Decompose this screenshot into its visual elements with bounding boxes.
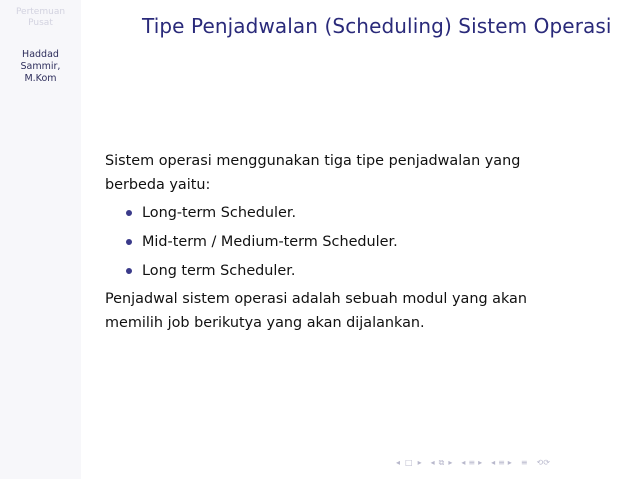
bullet-icon [126,210,132,216]
list-item [126,228,605,257]
sidebar-author-line: Sammir, [20,61,61,72]
section-right-arrow-icon[interactable]: ▸ [478,458,483,467]
nav-left-arrow-icon[interactable]: ◂ [396,458,401,467]
subsection-icon[interactable]: ⧉ [438,458,445,467]
sidebar-author[interactable] [0,49,81,85]
search-icon[interactable]: ⟲⟳ [536,458,550,467]
closing-line-1: Penjadwal sistem operasi adalah sebuah modul yang akan [105,291,527,307]
list-item-label: Long-term Scheduler. [142,205,297,221]
closing-line-2: memilih job berikutya yang akan dijalankan. [105,314,425,331]
sidebar-course-title[interactable] [0,7,81,29]
document-icon[interactable]: ≡ [520,458,528,467]
sidebar [0,0,81,479]
scheduler-list [105,199,605,286]
sidebar-course-line: Pertemuan [15,7,66,17]
bullet-icon [126,239,132,245]
intro-line-1: Sistem operasi menggunakan tiga tipe penjadwalan yang [105,153,521,169]
section-icon[interactable]: ≡ [468,458,476,467]
bullet-icon [126,268,132,274]
section-left-arrow-icon[interactable]: ◂ [461,458,466,467]
navigation-bar [396,457,550,469]
list-item-label: Long term Scheduler. [142,263,296,279]
list-item [126,199,605,228]
list-item-label: Mid-term / Medium-term Scheduler. [142,234,398,250]
closing-paragraph [105,288,605,335]
frame-box-icon[interactable]: □ [405,458,413,467]
intro-line-2: berbeda yaitu: [105,176,211,193]
list-item [126,257,605,286]
section-icon[interactable]: ≡ [498,458,505,467]
intro-paragraph [105,150,605,197]
slide-body [105,150,605,335]
section-left-arrow-icon[interactable]: ◂ [491,458,496,467]
sidebar-course-line: Pusat [28,18,53,28]
nav-right-arrow-icon[interactable]: ▸ [417,458,422,467]
sidebar-author-line: Haddad [22,49,59,60]
slide-title: Tipe Penjadwalan (Scheduling) Sistem Operasi [142,14,612,38]
nav-right-arrow-icon[interactable]: ▸ [448,458,453,467]
section-right-arrow-icon[interactable]: ▸ [507,458,512,467]
nav-left-arrow-icon[interactable]: ◂ [430,458,435,467]
sidebar-author-line: M.Kom [24,73,57,84]
